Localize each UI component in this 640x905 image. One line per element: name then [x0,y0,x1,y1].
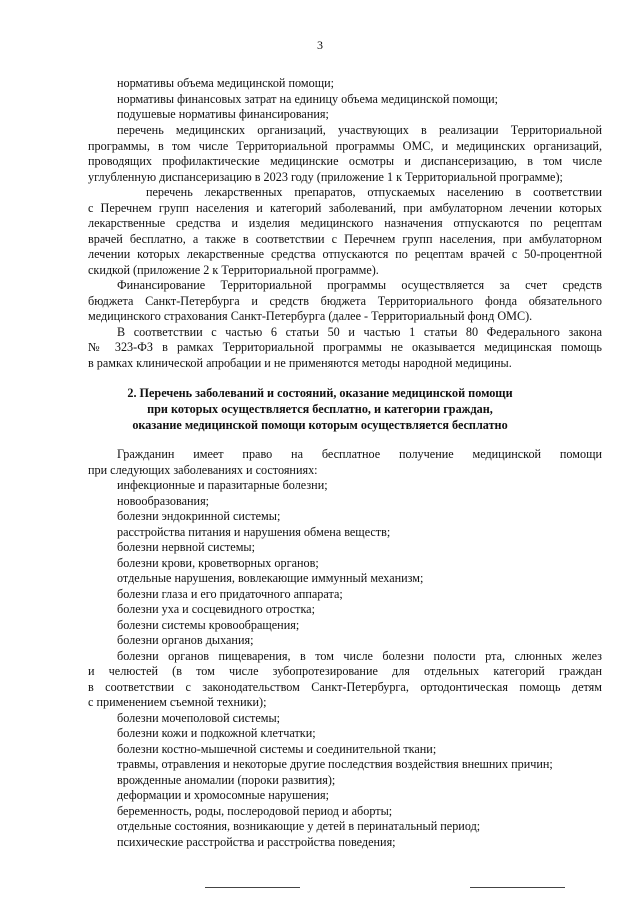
list-item: травмы, отравления и некоторые другие последствия воздействия внешних причин; [117,757,553,771]
list-item: отдельные состояния, возникающие у детей в перинатальный период; [117,819,481,833]
list-item: болезни уха и сосцевидного отростка; [117,602,315,616]
paragraph-line: при следующих заболеваниях и состояниях: [88,463,318,477]
list-item: болезни системы кровообращения; [117,618,300,632]
intro-item: нормативы объема медицинской помощи; [117,76,334,90]
list-item: болезни нервной системы; [117,540,256,554]
paragraph-line: врачей бесплатно, а также в соответствии с Перечнем групп населения, при амбулаторном [88,232,602,246]
list-item: инфекционные и паразитарные болезни; [117,478,328,492]
paragraph-line: программы, в том числе Территориальной программы ОМС, и медицинских организаций, [88,139,602,153]
scan-artifact-rule [470,887,565,888]
paragraph-line: перечень лекарственных препаратов, отпускаемых населению в соответствии [146,185,602,199]
list-item: психические расстройства и расстройства поведения; [117,835,396,849]
paragraph-line: углубленную диспансеризацию в 2023 году (приложение 1 к Территориальной программе); [88,170,563,184]
paragraph-line: лечении которых лекарственные средства отпускаются по рецептам врачей с 50-процентной [88,247,602,261]
paragraph-line: Финансирование Территориальной программы осуществляется за счет средств [117,278,602,292]
list-item: врожденные аномалии (пороки развития); [117,773,336,787]
list-item: новообразования; [117,494,210,508]
list-item: отдельные нарушения, вовлекающие иммунный механизм; [117,571,424,585]
section-heading-line: 2. Перечень заболеваний и состояний, оказание медицинской помощи [127,386,513,400]
list-item: болезни органов пищеварения, в том числе болезни полости рта, слюнных желез [117,649,602,663]
paragraph-line: В соответствии с частью 6 статьи 50 и частью 1 статьи 80 Федерального закона [117,325,602,339]
scan-artifact-rule [205,887,300,888]
paragraph-line: лекарственные средства и изделия медицинского назначения отпускаются по рецептам [88,216,602,230]
intro-item: нормативы финансовых затрат на единицу объема медицинской помощи; [117,92,499,106]
list-item: болезни костно-мышечной системы и соединительной ткани; [117,742,437,756]
list-item: беременность, роды, послеродовой период и аборты; [117,804,393,818]
paragraph-line: медицинского страхования Санкт-Петербурга (далее - Территориальный фонд ОМС). [88,309,533,323]
list-item: болезни мочеполовой системы; [117,711,281,725]
list-item: деформации и хромосомные нарушения; [117,788,329,802]
section-heading-line: при которых осуществляется бесплатно, и категории граждан, [147,402,493,416]
list-item: в соответствии с законодательством Санкт-Петербурга, ортодонтическая помощь детям [88,680,602,694]
list-item: с применением съемной техники); [88,695,267,709]
list-item: болезни крови, кроветворных органов; [117,556,319,570]
list-item: болезни глаза и его придаточного аппарата; [117,587,343,601]
paragraph-line: Гражданин имеет право на бесплатное получение медицинской помощи [117,447,602,461]
page-number: 3 [317,38,323,52]
paragraph-line: с Перечнем групп населения и категорий заболеваний, при амбулаторном лечении которых [88,201,602,215]
paragraph-line: бюджета Санкт-Петербурга и средств бюджета Территориального фонда обязательного [88,294,602,308]
paragraph-line: скидкой (приложение 2 к Территориальной программе). [88,263,379,277]
list-item: и челюстей (в том числе зубопротезирование для отдельных категорий граждан [88,664,602,678]
list-item: болезни кожи и подкожной клетчатки; [117,726,316,740]
paragraph-line: № 323-ФЗ в рамках Территориальной программы не оказывается медицинская помощь [88,340,602,354]
paragraph-line: проводящих профилактические медицинские осмотры и диспансеризацию, в том числе [88,154,602,168]
list-item: болезни органов дыхания; [117,633,254,647]
list-item: расстройства питания и нарушения обмена веществ; [117,525,391,539]
intro-item: подушевые нормативы финансирования; [117,107,329,121]
list-item: болезни эндокринной системы; [117,509,281,523]
section-heading-line: оказание медицинской помощи которым осуществляется бесплатно [132,418,508,432]
paragraph-line: в рамках клинической апробации и не применяются методы народной медицины. [88,356,512,370]
paragraph-line: перечень медицинских организаций, участвующих в реализации Территориальной [117,123,602,137]
